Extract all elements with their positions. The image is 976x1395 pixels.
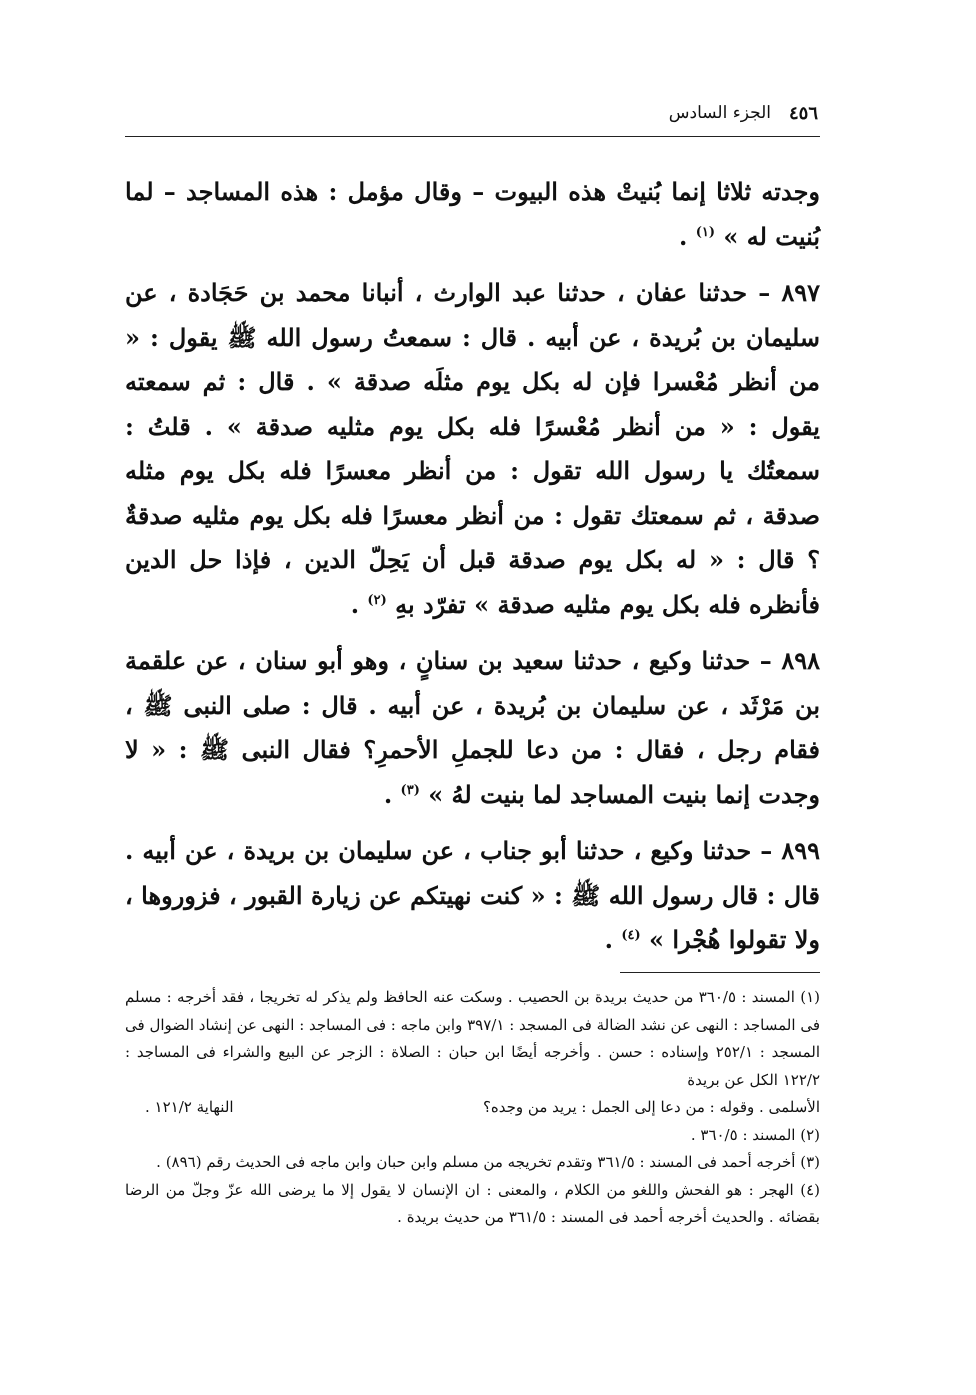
hadith-number-897: ٨٩٧ –: [758, 278, 821, 307]
hadith-text-898: حدثنا وكيع ، حدثنا سعيد بن سنانٍ ، وهو أبو سنان ، عن علقمة بن مَرْثَد ، عن سليمان بن بُريدة ، عن أبيه . قال : صلى النبى ﷺ ، فقام رجل ، فقال : من دعا للجملِ الأحمرِ؟ فقال النبى ﷺ : « لا وجدت إنما بنيت المساجد لما بنيت لهُ »: [125, 646, 820, 809]
footnotes-divider: [620, 972, 820, 973]
hadith-number-898: ٨٩٨ –: [759, 646, 821, 675]
continuation-text: وجدته ثلاثا إنما بُنيتْ هذه البيوت – وقال مؤمل : هذه المساجد – لما بُنيت له »: [125, 177, 820, 251]
footnotes: [125, 984, 820, 1232]
part-title: الجزء السادس: [668, 103, 771, 123]
hadith-text-899: حدثنا وكيع ، حدثنا أبو جناب ، عن سليمان بن بريدة ، عن أبيه . قال : قال رسول الله ﷺ : « كنت نهيتكم عن زيارة القبور ، فزوروها ، ولا تقولوا هُجْرا »: [125, 836, 820, 954]
footnote-1: (١) المسند : ٣٦٠/٥ من حديث بريدة بن الحصيب . وسكت عنه الحافظ ولم يذكر له تخريجا ، فقد أخرجه : مسلم فى المساجد : النهى عن نشد الضالة فى المسجد : ٣٩٧/١ وابن ماجه : فى المساجد : النهى عن إنشاد الضوال فى المسجد : ٢٥٢/١ وإسناده : حسن . وأخرجه أيضًا ابن حبان : الصلاة : الزجر عن البيع والشراء فى المساجد : ١٢٢/٢ الكل عن بريدة: [125, 988, 821, 1089]
hadith-899: ٨٩٩ – حدثنا وكيع ، حدثنا أبو جناب ، عن سليمان بن بريدة ، عن أبيه . قال : قال رسول الله ﷺ : « كنت نهيتكم عن زيارة القبور ، فزوروها ، ولا تقولوا هُجْرا » $^{(٤)}$ .: [125, 836, 820, 954]
hadith-number-899: ٨٩٩ –: [760, 836, 820, 865]
page-number: ٤٥٦: [788, 102, 818, 124]
footnote-ref-2: (٢): [367, 592, 387, 608]
footnote-ref-4: (٤): [621, 928, 641, 943]
footnote-ref-3: (٣): [400, 782, 420, 798]
header-divider: [125, 136, 820, 137]
hadith-897: ٨٩٧ – حدثنا عفان ، حدثنا عبد الوارث ، أنبانا محمد بن حَجَادة ، عن سليمان بن بُريدة ، عن أبيه . قال : سمعتُ رسول الله ﷺ يقول : « من أنظر مُعْسرا فإن له بكل يوم مثلَه صدقة » . قال : ثم سمعته يقول : « من أنظر مُعْسرًا فله بكل يوم مثليه صدقة » . قلتُ : سمعتُك يا رسول الله تقول : من أنظر معسرًا فله بكل يوم مثله صدقة ، ثم سمعتك تقول : من أنظر معسرًا فله بكل يوم مثليه صدقةٌ ؟ قال : « له بكل يوم صدقة قبل أن يَحِلّ الدين ، فإذا حل الدين فأنظره فله بكل يوم مثليه صدقة » تفرّد بهِ $^{(٢)}$ .: [125, 278, 821, 619]
footnote-2: (٢) المسند : ٣٦٠/٥ .: [690, 1125, 820, 1144]
footnote-ref-1: (١): [695, 224, 716, 240]
footnote-1-tail: [125, 1094, 820, 1122]
footnote-1-nihaya: النهاية ١٢١/٢ .: [145, 1098, 234, 1116]
continuation-paragraph: وجدته ثلاثا إنما بُنيتْ هذه البيوت – وقال مؤمل : هذه المساجد – لما بُنيت له » $^{(١)}$ .: [125, 177, 820, 251]
footnote-3: (٣) أخرجه أحمد فى المسند : ٣٦١/٥ وتقدم تخريجه من مسلم وابن حبان وابن ماجه فى الحديث رقم (٨٩٦) .: [156, 1153, 820, 1171]
footnote-4: (٤) الهجر : هو الفحش واللغو من الكلام ، والمعنى : ان الإنسان لا يقول إلا ما يرضى الله عزّ وجلّ من الرضا بقضائه . والحديث أخرجه أحمد فى المسند : ٣٦١/٥ من حديث بريدة .: [125, 1180, 820, 1226]
hadith-898: ٨٩٨ – حدثنا وكيع ، حدثنا سعيد بن سنانٍ ، وهو أبو سنان ، عن علقمة بن مَرْثَد ، عن سليمان بن بُريدة ، عن أبيه . قال : صلى النبى ﷺ ، فقام رجل ، فقال : من دعا للجملِ الأحمرِ؟ فقال النبى ﷺ : « لا وجدت إنما بنيت المساجد لما بنيت لهُ » $^{(٣)}$ .: [125, 646, 821, 809]
footnote-1-tail-text: الأسلمى . وقوله : من دعا إلى الجمل : يريد من وجده؟: [482, 1098, 820, 1116]
running-header: [125, 96, 820, 130]
hadith-text-897: حدثنا عفان ، حدثنا عبد الوارث ، أنبانا محمد بن حَجَادة ، عن سليمان بن بُريدة ، عن أبيه . قال : سمعتُ رسول الله ﷺ يقول : « من أنظر مُعْسرا فإن له بكل يوم مثلَه صدقة » . قال : ثم سمعته يقول : « من أنظر مُعْسرًا فله بكل يوم مثليه صدقة » . قلتُ : سمعتُك يا رسول الله تقول : من أنظر معسرًا فله بكل يوم مثله صدقة ، ثم سمعتك تقول : من أنظر معسرًا فله بكل يوم مثليه صدقةٌ ؟ قال : « له بكل يوم صدقة قبل أن يَحِلّ الدين ، فإذا حل الدين فأنظره فله بكل يوم مثليه صدقة » تفرّد بهِ: [125, 278, 820, 619]
main-text: [125, 170, 820, 963]
